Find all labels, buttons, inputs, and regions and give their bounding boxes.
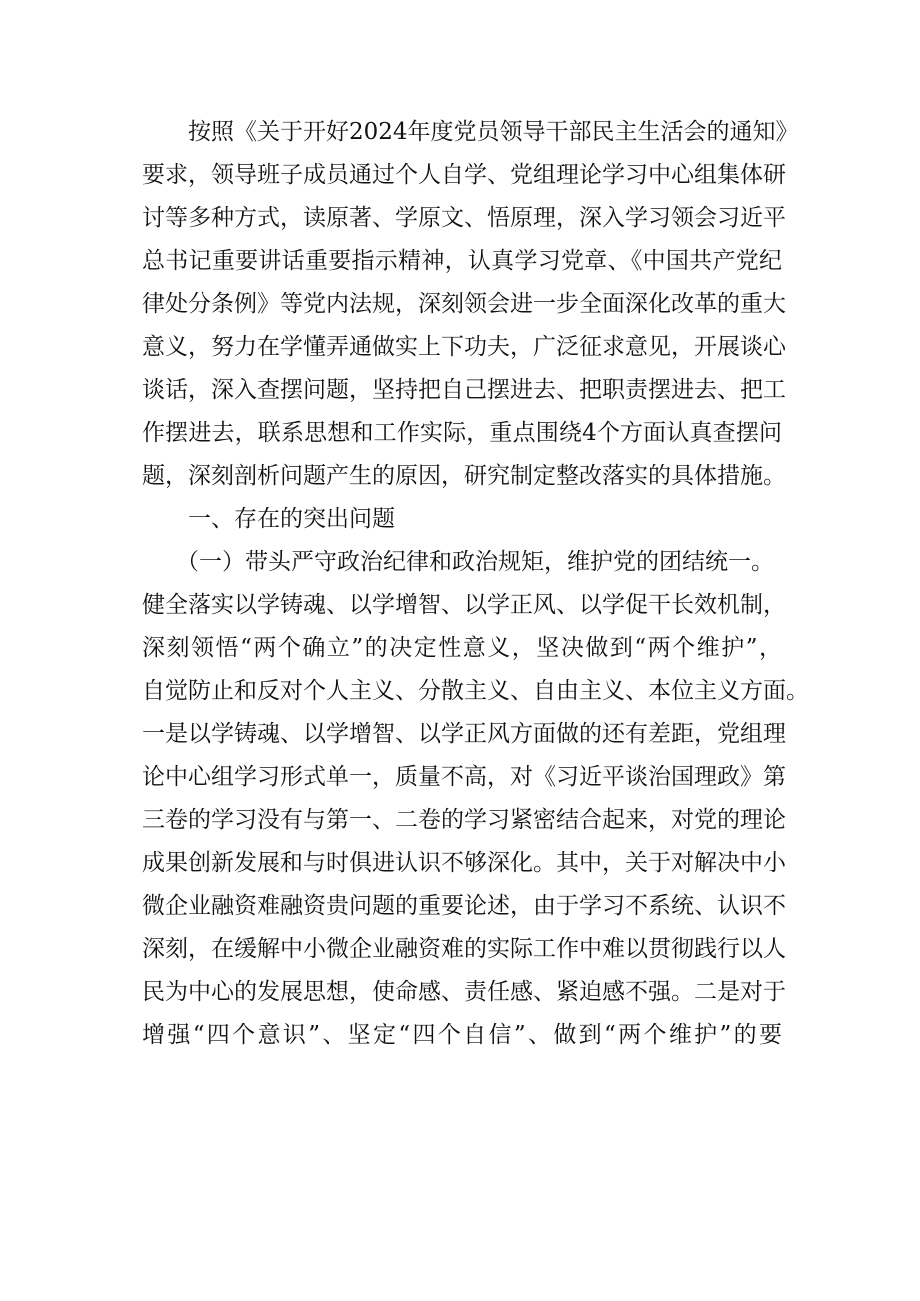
text-line: 论中心组学习形式单一，质量不高，对《习近平谈治国理政》第 [142,764,786,790]
text-line: 微企业融资难融资贵问题的重要论述，由于学习不系统、认识不 [142,893,786,919]
text-line: 谈话，深入查摆问题，坚持把自己摆进去、把职责摆进去、把工 [142,377,786,403]
text-line: 增强“四个意识”、坚定“四个自信”、做到“两个维护”的要 [142,1022,782,1048]
text-line: 讨等多种方式，读原著、学原文、悟原理，深入学习领会习近平 [142,205,786,231]
subheading-line: （一）带头严守政治纪律和政治规矩，维护党的团结统一。 [176,549,774,575]
text-line: 健全落实以学铸魂、以学增智、以学正风、以学促干长效机制， [142,592,786,618]
text-line: 按照《关于开好2024年度党员领导干部民主生活会的通知》 [188,119,799,145]
text-line: 成果创新发展和与时俱进认识不够深化。其中，关于对解决中小 [142,850,786,876]
text-line: 深刻，在缓解中小微企业融资难的实际工作中难以贯彻践行以人 [142,936,786,962]
text-line: 民为中心的发展思想，使命感、责任感、紧迫感不强。二是对于 [142,979,786,1005]
text-line: 三卷的学习没有与第一、二卷的学习紧密结合起来，对党的理论 [142,807,786,833]
heading-line: 一、存在的突出问题 [188,506,395,532]
subsection-paragraph [142,541,809,1057]
text-line: 深刻领悟“两个确立”的决定性意义，坚决做到“两个维护”， [142,635,782,661]
text-line: 作摆进去，联系思想和工作实际，重点围绕4个方面认真查摆问 [142,420,782,446]
text-line: 意义，努力在学懂弄通做实上下功夫，广泛征求意见，开展谈心 [142,334,786,360]
text-line: 题，深刻剖析问题产生的原因，研究制定整改落实的具体措施。 [142,463,786,489]
text-line: 自觉防止和反对个人主义、分散主义、自由主义、本位主义方面。 [142,678,809,704]
text-line: 一是以学铸魂、以学增智、以学正风方面做的还有差距，党组理 [142,721,786,747]
text-line: 要求，领导班子成员通过个人自学、党组理论学习中心组集体研 [142,162,786,188]
section-heading [142,498,782,541]
document-body [142,111,809,1057]
text-line: 总书记重要讲话重要指示精神，认真学习党章、《中国共产党纪 [142,248,782,274]
intro-paragraph [142,111,799,498]
text-line: 律处分条例》等党内法规，深刻领会进一步全面深化改革的重大 [142,291,786,317]
